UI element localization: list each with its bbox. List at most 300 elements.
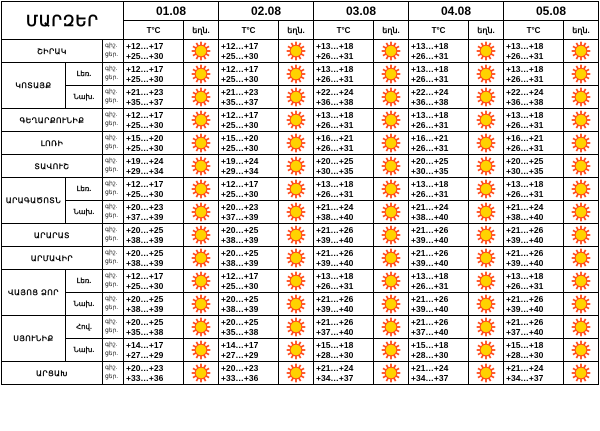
day-label: ցեր. [105, 213, 119, 219]
weather-cell [469, 339, 504, 362]
day-temperature: +35…+38 [126, 327, 164, 337]
day-temperature: +25…+30 [221, 120, 259, 130]
night-temperature: +13…+18 [506, 179, 544, 189]
temperature-cell [409, 224, 469, 247]
night-temperature: +20…+25 [411, 156, 449, 166]
day-label: ցեր. [105, 259, 119, 265]
night-label: գիշ. [105, 296, 118, 302]
weather-cell [564, 86, 599, 109]
weather-cell [184, 247, 219, 270]
night-temperature: +21…+26 [506, 225, 544, 235]
day-temperature: +25…+30 [126, 281, 164, 291]
weather-cell [279, 40, 314, 63]
temperature-cell [409, 339, 469, 362]
temperature-cell [504, 247, 564, 270]
sun-icon [571, 248, 591, 268]
temperature-cell [409, 362, 469, 385]
weather-cell [374, 316, 409, 339]
weather-cell [184, 178, 219, 201]
weather-cell [469, 132, 504, 155]
day-temperature: +25…+30 [221, 51, 259, 61]
temperature-cell [314, 339, 374, 362]
day-label: ցեր. [105, 98, 119, 104]
night-temperature: +20…+25 [506, 156, 544, 166]
temperature-cell [504, 316, 564, 339]
weather-cell [564, 109, 599, 132]
weather-cell [279, 270, 314, 293]
sun-icon [191, 202, 211, 222]
temperature-cell [314, 132, 374, 155]
day-label: ցեր. [105, 121, 119, 127]
sun-icon [381, 110, 401, 130]
weather-cell [564, 132, 599, 155]
sun-icon [381, 41, 401, 61]
day-temperature: +39…+40 [506, 258, 544, 268]
period-labels [103, 86, 124, 109]
temperature-cell [219, 201, 279, 224]
date-header-4: 04.08 [409, 2, 504, 21]
temperature-cell [409, 270, 469, 293]
night-temperature: +20…+23 [221, 363, 259, 373]
weather-cell [469, 201, 504, 224]
day-temperature: +37…+39 [221, 212, 259, 222]
weather-cell [469, 247, 504, 270]
sun-icon [476, 271, 496, 291]
day-temperature: +36…+38 [411, 97, 449, 107]
temperature-cell [219, 63, 279, 86]
night-temperature: +21…+26 [316, 294, 354, 304]
night-temperature: +19…+24 [221, 156, 259, 166]
temperature-cell [219, 86, 279, 109]
table-row [2, 155, 599, 178]
temperature-cell [504, 132, 564, 155]
night-temperature: +13…+18 [316, 41, 354, 51]
temperature-cell [219, 155, 279, 178]
night-temperature: +20…+23 [126, 202, 164, 212]
sun-icon [191, 317, 211, 337]
day-temperature: +38…+40 [506, 212, 544, 222]
weather-cell [374, 270, 409, 293]
day-temperature: +35…+37 [221, 97, 259, 107]
sun-icon [571, 363, 591, 383]
day-temperature: +35…+38 [221, 327, 259, 337]
sun-icon [381, 64, 401, 84]
temperature-cell [504, 339, 564, 362]
sun-icon [381, 179, 401, 199]
weather-cell [279, 86, 314, 109]
weather-cell [469, 293, 504, 316]
weather-column-header: եղն. [374, 21, 409, 40]
day-temperature: +27…+29 [221, 350, 259, 360]
weather-cell [564, 339, 599, 362]
night-label: գիշ. [105, 112, 118, 118]
period-labels [103, 247, 124, 270]
weather-cell [184, 155, 219, 178]
weather-cell [469, 224, 504, 247]
weather-cell [279, 224, 314, 247]
subregion-label: Նախ. [66, 86, 103, 109]
night-label: գիշ. [105, 319, 118, 325]
temperature-cell [409, 247, 469, 270]
sun-icon [571, 64, 591, 84]
day-temperature: +33…+36 [221, 373, 259, 383]
weather-column-header: եղն. [564, 21, 599, 40]
night-temperature: +22…+24 [316, 87, 354, 97]
temp-column-header: T°C [504, 21, 564, 40]
region-name: ՍՅՈՒՆԻՔ [2, 316, 66, 362]
temp-column-header: T°C [219, 21, 279, 40]
region-name: ԿՈՏԱՅՔ [2, 63, 66, 109]
night-temperature: +21…+26 [506, 317, 544, 327]
day-label: ցեր. [105, 144, 119, 150]
temperature-cell [314, 247, 374, 270]
weather-forecast-table [1, 1, 599, 385]
temperature-cell [124, 155, 184, 178]
period-labels [103, 293, 124, 316]
night-temperature: +21…+24 [411, 202, 449, 212]
sun-icon [286, 87, 306, 107]
night-temperature: +13…+18 [506, 64, 544, 74]
night-temperature: +21…+26 [411, 294, 449, 304]
temperature-cell [409, 109, 469, 132]
weather-cell [279, 132, 314, 155]
temp-column-header: T°C [409, 21, 469, 40]
day-temperature: +26…+31 [316, 51, 354, 61]
night-temperature: +15…+20 [221, 133, 259, 143]
day-temperature: +37…+40 [411, 327, 449, 337]
day-temperature: +26…+31 [506, 120, 544, 130]
night-label: գիշ. [105, 342, 118, 348]
day-temperature: +26…+31 [411, 51, 449, 61]
subregion-label: Հով. [66, 316, 103, 339]
sun-icon [571, 133, 591, 153]
day-temperature: +25…+30 [126, 120, 164, 130]
temperature-cell [124, 178, 184, 201]
table-row [2, 40, 599, 63]
period-labels [103, 132, 124, 155]
sun-icon [476, 64, 496, 84]
night-temperature: +12…+17 [221, 41, 259, 51]
temperature-cell [219, 40, 279, 63]
temperature-cell [314, 86, 374, 109]
night-temperature: +13…+18 [506, 110, 544, 120]
temperature-cell [219, 109, 279, 132]
weather-cell [184, 201, 219, 224]
date-header-1: 01.08 [124, 2, 219, 21]
night-temperature: +20…+25 [126, 317, 164, 327]
weather-cell [279, 178, 314, 201]
day-temperature: +38…+40 [411, 212, 449, 222]
sun-icon [381, 202, 401, 222]
night-temperature: +21…+26 [411, 225, 449, 235]
sun-icon [286, 363, 306, 383]
weather-cell [374, 86, 409, 109]
night-temperature: +12…+17 [126, 64, 164, 74]
subregion-label: Նախ. [66, 293, 103, 316]
sun-icon [286, 64, 306, 84]
day-temperature: +26…+31 [411, 74, 449, 84]
sun-icon [476, 133, 496, 153]
day-temperature: +39…+40 [506, 304, 544, 314]
night-temperature: +15…+20 [126, 133, 164, 143]
night-temperature: +12…+17 [126, 179, 164, 189]
temperature-cell [314, 270, 374, 293]
table-row [2, 316, 599, 339]
weather-cell [564, 247, 599, 270]
day-temperature: +33…+36 [126, 373, 164, 383]
temperature-cell [219, 362, 279, 385]
sun-icon [476, 317, 496, 337]
weather-cell [564, 40, 599, 63]
weather-cell [564, 201, 599, 224]
night-temperature: +13…+18 [316, 64, 354, 74]
weather-cell [564, 155, 599, 178]
day-temperature: +30…+35 [506, 166, 544, 176]
temperature-cell [314, 224, 374, 247]
sun-icon [381, 133, 401, 153]
temperature-cell [409, 63, 469, 86]
night-temperature: +20…+25 [221, 317, 259, 327]
weather-cell [374, 40, 409, 63]
day-label: ցեր. [105, 305, 119, 311]
weather-cell [279, 109, 314, 132]
temperature-cell [219, 132, 279, 155]
night-temperature: +21…+26 [316, 317, 354, 327]
sun-icon [191, 87, 211, 107]
table-row [2, 63, 599, 86]
region-name: ԱՐՑԱԽ [2, 362, 103, 385]
period-labels [103, 339, 124, 362]
temperature-cell [504, 109, 564, 132]
region-name: ԱՐԱՐԱՏ [2, 224, 103, 247]
day-temperature: +36…+38 [506, 97, 544, 107]
night-temperature: +21…+23 [126, 87, 164, 97]
night-temperature: +13…+18 [411, 64, 449, 74]
day-temperature: +37…+40 [316, 327, 354, 337]
temperature-cell [124, 362, 184, 385]
day-temperature: +25…+30 [221, 74, 259, 84]
sun-icon [476, 363, 496, 383]
temp-column-header: T°C [314, 21, 374, 40]
night-temperature: +13…+18 [506, 271, 544, 281]
sun-icon [476, 225, 496, 245]
subregion-label: Լեռ. [66, 178, 103, 201]
sun-icon [381, 294, 401, 314]
weather-cell [564, 63, 599, 86]
night-temperature: +16…+21 [506, 133, 544, 143]
region-name: ՎԱՅՈՑ ՁՈՐ [2, 270, 66, 316]
day-temperature: +26…+31 [411, 143, 449, 153]
sun-icon [476, 110, 496, 130]
temperature-cell [504, 155, 564, 178]
period-labels [103, 63, 124, 86]
region-name: ՏԱՎՈՒՇ [2, 155, 103, 178]
night-temperature: +21…+24 [506, 202, 544, 212]
sun-icon [476, 340, 496, 360]
night-temperature: +12…+17 [221, 110, 259, 120]
day-temperature: +25…+30 [126, 143, 164, 153]
sun-icon [191, 294, 211, 314]
night-temperature: +13…+18 [506, 41, 544, 51]
sun-icon [571, 340, 591, 360]
night-label: գիշ. [105, 227, 118, 233]
temperature-cell [219, 316, 279, 339]
temperature-cell [314, 155, 374, 178]
weather-cell [374, 247, 409, 270]
day-temperature: +39…+40 [506, 235, 544, 245]
weather-cell [469, 40, 504, 63]
temperature-cell [314, 178, 374, 201]
day-temperature: +25…+30 [221, 189, 259, 199]
temperature-cell [504, 293, 564, 316]
sun-icon [191, 271, 211, 291]
day-temperature: +26…+31 [506, 281, 544, 291]
table-row [2, 109, 599, 132]
date-header-2: 02.08 [219, 2, 314, 21]
night-temperature: +13…+18 [316, 179, 354, 189]
table-row [2, 339, 599, 362]
sun-icon [381, 248, 401, 268]
sun-icon [476, 87, 496, 107]
sun-icon [476, 179, 496, 199]
night-label: գիշ. [105, 365, 118, 371]
temperature-cell [504, 86, 564, 109]
night-temperature: +16…+21 [316, 133, 354, 143]
weather-cell [184, 224, 219, 247]
day-temperature: +34…+37 [506, 373, 544, 383]
date-header-3: 03.08 [314, 2, 409, 21]
night-temperature: +20…+25 [316, 156, 354, 166]
night-temperature: +13…+18 [411, 110, 449, 120]
weather-cell [279, 63, 314, 86]
day-label: ցեր. [105, 52, 119, 58]
night-temperature: +13…+18 [316, 271, 354, 281]
day-temperature: +38…+39 [126, 258, 164, 268]
temperature-cell [504, 362, 564, 385]
sun-icon [381, 87, 401, 107]
weather-cell [184, 63, 219, 86]
day-temperature: +39…+40 [316, 258, 354, 268]
sun-icon [571, 110, 591, 130]
day-temperature: +25…+30 [126, 51, 164, 61]
temperature-cell [314, 201, 374, 224]
weather-cell [469, 316, 504, 339]
night-label: գիշ. [105, 66, 118, 72]
temperature-cell [124, 316, 184, 339]
day-temperature: +25…+30 [221, 143, 259, 153]
weather-cell [469, 362, 504, 385]
night-temperature: +15…+18 [316, 340, 354, 350]
night-label: գիշ. [105, 43, 118, 49]
subregion-label: Լեռ. [66, 270, 103, 293]
weather-cell [184, 339, 219, 362]
night-temperature: +21…+23 [221, 87, 259, 97]
temperature-cell [219, 339, 279, 362]
temperature-cell [124, 293, 184, 316]
night-label: գիշ. [105, 273, 118, 279]
night-temperature: +22…+24 [506, 87, 544, 97]
day-temperature: +39…+40 [316, 304, 354, 314]
sun-icon [286, 248, 306, 268]
date-header-5: 05.08 [504, 2, 599, 21]
weather-cell [564, 293, 599, 316]
night-temperature: +13…+18 [316, 110, 354, 120]
night-temperature: +12…+17 [126, 41, 164, 51]
weather-cell [374, 339, 409, 362]
temperature-cell [124, 63, 184, 86]
day-label: ցեր. [105, 167, 119, 173]
day-temperature: +38…+39 [221, 304, 259, 314]
night-temperature: +21…+26 [506, 248, 544, 258]
sun-icon [286, 202, 306, 222]
temperature-cell [504, 201, 564, 224]
day-label: ցեր. [105, 374, 119, 380]
sun-icon [286, 110, 306, 130]
day-temperature: +29…+34 [221, 166, 259, 176]
day-temperature: +38…+39 [221, 258, 259, 268]
sun-icon [381, 340, 401, 360]
night-label: գիշ. [105, 204, 118, 210]
table-row [2, 270, 599, 293]
day-temperature: +36…+38 [316, 97, 354, 107]
weather-cell [374, 224, 409, 247]
region-name: ԱՐԱԳԱԾՈՏՆ [2, 178, 66, 224]
weather-cell [564, 362, 599, 385]
day-temperature: +26…+31 [411, 281, 449, 291]
temperature-cell [219, 247, 279, 270]
period-labels [103, 224, 124, 247]
temperature-cell [219, 178, 279, 201]
day-temperature: +26…+31 [316, 120, 354, 130]
temperature-cell [219, 224, 279, 247]
day-temperature: +26…+31 [506, 74, 544, 84]
sun-icon [571, 271, 591, 291]
day-temperature: +26…+31 [316, 189, 354, 199]
regions-header: ՄԱՐԶԵՐ [2, 2, 124, 40]
day-temperature: +37…+40 [506, 327, 544, 337]
weather-cell [184, 270, 219, 293]
night-temperature: +20…+25 [221, 225, 259, 235]
temperature-cell [504, 224, 564, 247]
day-label: ցեր. [105, 75, 119, 81]
day-temperature: +35…+37 [126, 97, 164, 107]
temperature-cell [219, 293, 279, 316]
day-temperature: +38…+39 [126, 235, 164, 245]
weather-cell [564, 178, 599, 201]
weather-cell [279, 293, 314, 316]
night-temperature: +21…+26 [411, 248, 449, 258]
temperature-cell [124, 201, 184, 224]
temperature-cell [409, 293, 469, 316]
day-temperature: +39…+40 [411, 235, 449, 245]
weather-cell [374, 201, 409, 224]
day-temperature: +39…+40 [411, 258, 449, 268]
temperature-cell [314, 316, 374, 339]
temperature-cell [409, 178, 469, 201]
sun-icon [381, 317, 401, 337]
table-row [2, 293, 599, 316]
night-temperature: +21…+26 [316, 225, 354, 235]
day-temperature: +28…+30 [506, 350, 544, 360]
night-temperature: +21…+26 [506, 294, 544, 304]
day-temperature: +34…+37 [411, 373, 449, 383]
day-temperature: +38…+39 [221, 235, 259, 245]
sun-icon [381, 271, 401, 291]
night-temperature: +16…+21 [411, 133, 449, 143]
temperature-cell [124, 224, 184, 247]
temperature-cell [504, 178, 564, 201]
sun-icon [286, 294, 306, 314]
